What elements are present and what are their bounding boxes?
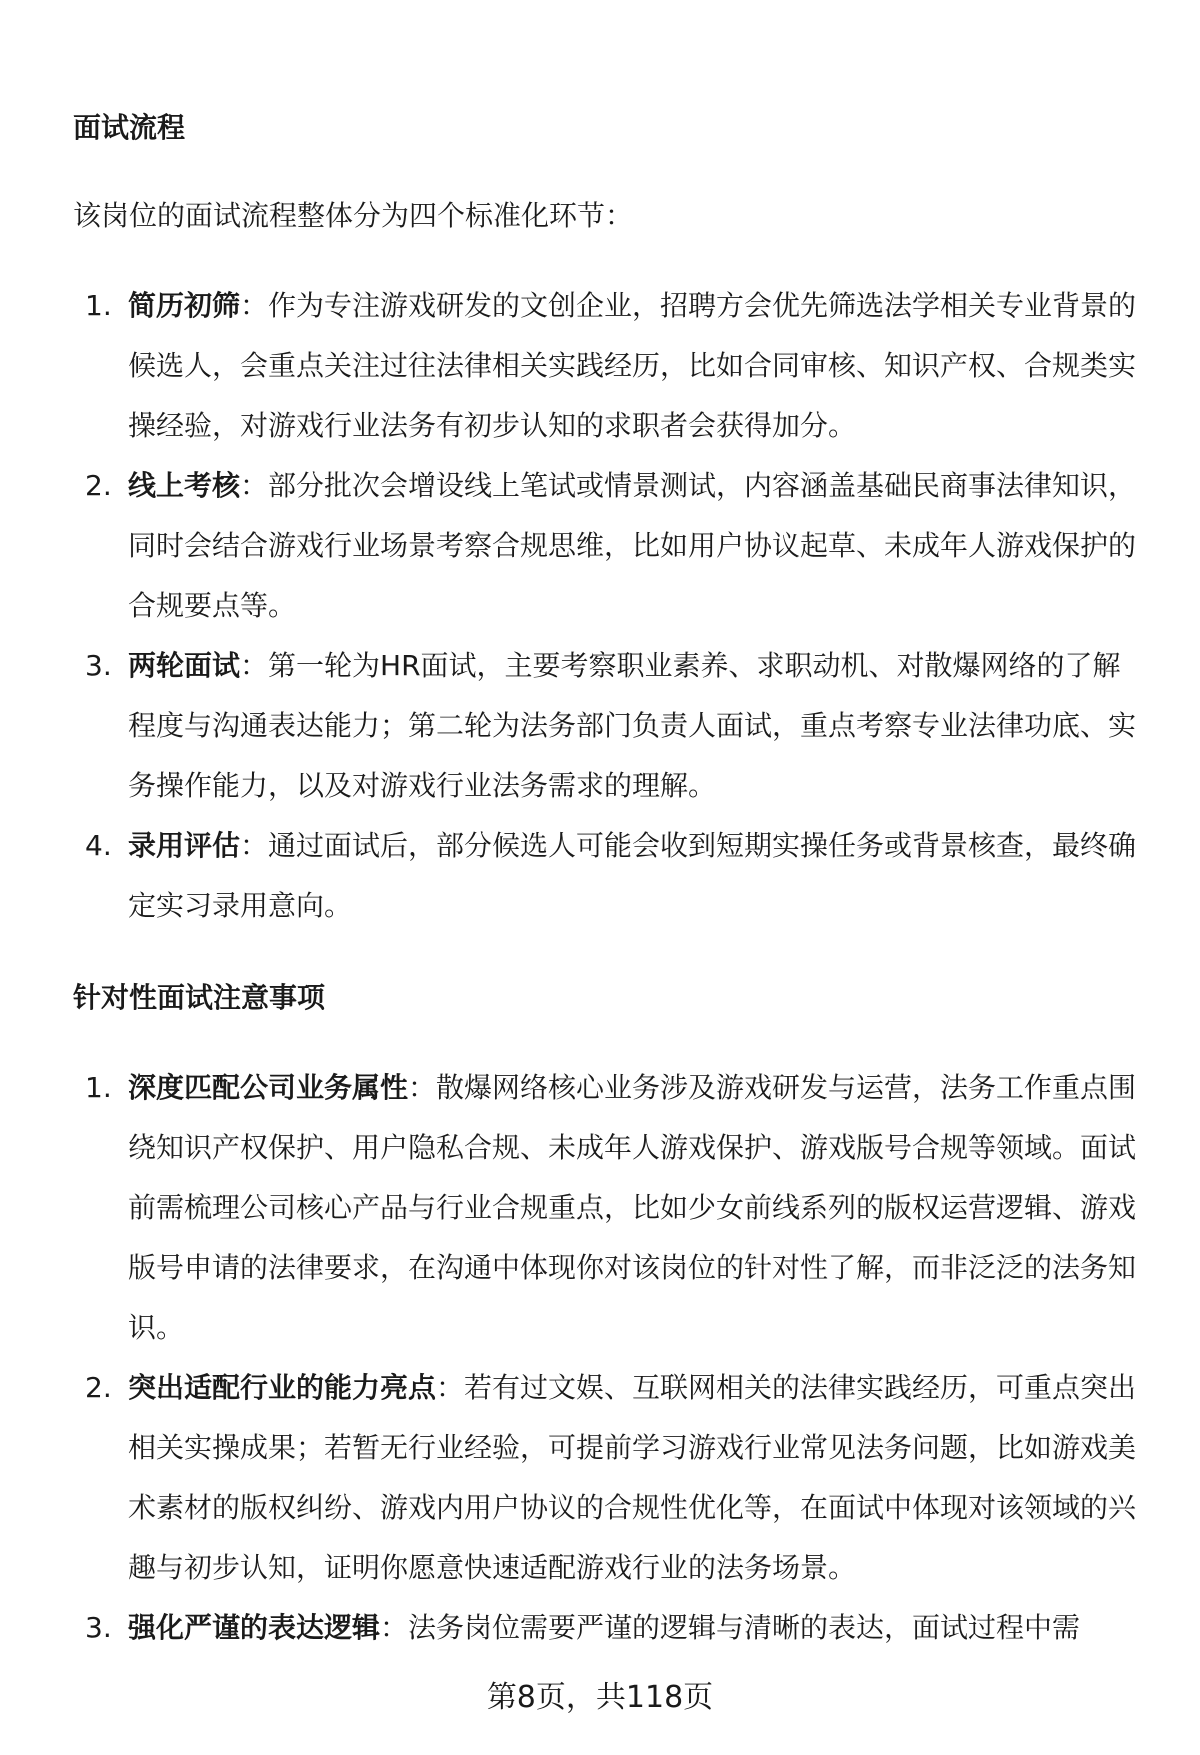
list-number: 2.	[85, 1371, 112, 1404]
list-term: 两轮面试	[128, 649, 241, 682]
list-text: ：通过面试后，部分候选人可能会收到短期实操任务或背景核查，最终确定实习录用意向。	[128, 829, 1137, 922]
list-item	[73, 456, 1148, 636]
list-text: ：法务岗位需要严谨的逻辑与清晰的表达，面试过程中需	[380, 1611, 1081, 1644]
list-term: 录用评估	[128, 829, 241, 862]
list-item	[73, 1358, 1148, 1598]
list-item	[73, 636, 1148, 816]
list-item	[73, 276, 1148, 456]
list-text: ：若有过文娱、互联网相关的法律实践经历，可重点突出相关实操成果；若暂无行业经验，可提前学习游戏行业常见法务问题，比如游戏美术素材的版权纠纷、游戏内用户协议的合规性优化等，在面试中体现对该领域的兴趣与初步认知，证明你愿意快速适配游戏行业的法务场景。	[128, 1371, 1137, 1584]
list-text: ：作为专注游戏研发的文创企业，招聘方会优先筛选法学相关专业背景的候选人，会重点关注过往法律相关实践经历，比如合同审核、知识产权、合规类实操经验，对游戏行业法务有初步认知的求职者会获得加分。	[128, 289, 1137, 442]
section-heading-notes: 针对性面试注意事项	[73, 981, 326, 1014]
intro-paragraph: 该岗位的面试流程整体分为四个标准化环节：	[73, 199, 634, 232]
list-term: 强化严谨的表达逻辑	[128, 1611, 381, 1644]
list-item	[73, 1058, 1148, 1358]
list-term: 突出适配行业的能力亮点	[128, 1371, 437, 1404]
list-term: 简历初筛	[128, 289, 241, 322]
list-number: 3.	[85, 649, 112, 682]
list-text: ：部分批次会增设线上笔试或情景测试，内容涵盖基础民商事法律知识，同时会结合游戏行业场景考察合规思维，比如用户协议起草、未成年人游戏保护的合规要点等。	[128, 469, 1137, 622]
list-text: ：散爆网络核心业务涉及游戏研发与运营，法务工作重点围绕知识产权保护、用户隐私合规、未成年人游戏保护、游戏版号合规等领域。面试前需梳理公司核心产品与行业合规重点，比如少女前线系列的版权运营逻辑、游戏版号申请的法律要求，在沟通中体现你对该岗位的针对性了解，而非泛泛的法务知识。	[128, 1071, 1137, 1344]
list-term: 线上考核	[128, 469, 241, 502]
list-number: 2.	[85, 469, 112, 502]
page-content	[73, 108, 1148, 1658]
list-number: 1.	[85, 289, 112, 322]
list-number: 3.	[85, 1611, 112, 1644]
page-number-footer: 第8页，共118页	[486, 1680, 714, 1715]
section-heading-interview-process: 面试流程	[73, 111, 186, 144]
interview-steps-list	[73, 276, 1148, 936]
list-item	[73, 1598, 1148, 1658]
notes-list	[73, 1058, 1148, 1658]
list-number: 4.	[85, 829, 112, 862]
list-number: 1.	[85, 1071, 112, 1104]
list-term: 深度匹配公司业务属性	[128, 1071, 409, 1104]
list-text: ：第一轮为HR面试，主要考察职业素养、求职动机、对散爆网络的了解程度与沟通表达能力；第二轮为法务部门负责人面试，重点考察专业法律功底、实务操作能力，以及对游戏行业法务需求的理解。	[128, 649, 1137, 802]
list-item	[73, 816, 1148, 936]
